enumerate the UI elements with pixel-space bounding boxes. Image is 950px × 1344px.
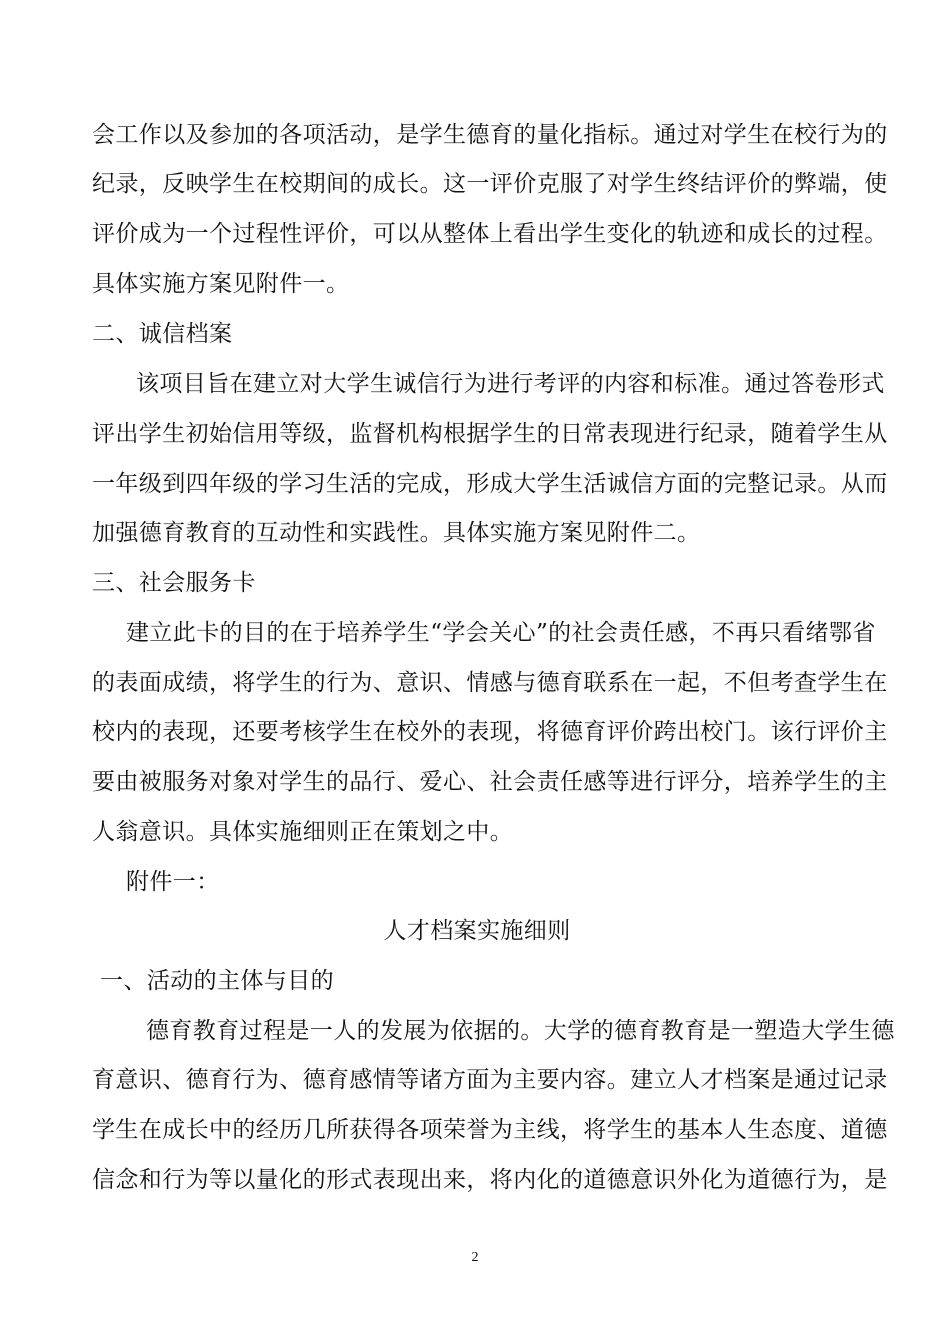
body-text-line: 一年级到四年级的学习生活的完成，形成大学生活诚信方面的完整记录。从而	[92, 471, 888, 497]
section-heading: 二、诚信档案	[92, 321, 233, 347]
body-text-line: 评价成为一个过程性评价，可以从整体上看出学生变化的轨迹和成长的过程。	[92, 221, 888, 247]
body-text-line: 该项目旨在建立对大学生诚信行为进行考评的内容和标准。通过答卷形式	[136, 371, 885, 397]
body-text-line: 校内的表现，还要考核学生在校外的表现，将德育评价跨出校门。该行评价主	[92, 719, 888, 745]
body-text-line: 具体实施方案见附件一。	[92, 271, 350, 297]
body-text-line: 学生在成长中的经历几所获得各项荣誉为主线，将学生的基本人生态度、道德	[92, 1117, 888, 1143]
body-text-line: 德育教育过程是一人的发展为依据的。大学的德育教育是一塑造大学生德	[146, 1018, 895, 1044]
body-text-line: 建立此卡的目的在于培养学生“学会关心”的社会责任感，不再只看绪鄂省	[126, 620, 876, 646]
section-heading: 一、活动的主体与目的	[100, 968, 334, 994]
page-number: 2	[471, 1250, 479, 1265]
body-text-line: 信念和行为等以量化的形式表现出来，将内化的道德意识外化为道德行为，是	[92, 1167, 888, 1193]
body-text-line: 人翁意识。具体实施细则正在策划之中。	[92, 819, 514, 845]
body-text-line: 纪录，反映学生在校期间的成长。这一评价克服了对学生终结评价的弊端，使	[92, 171, 888, 197]
body-text-line: 的表面成绩，将学生的行为、意识、情感与德育联系在一起，不但考查学生在	[92, 670, 888, 696]
appendix-label: 附件一：	[126, 869, 220, 895]
body-text-line: 加强德育教育的互动性和实践性。具体实施方案见附件二。	[92, 520, 701, 546]
body-text-line: 育意识、德育行为、德育感情等诸方面为主要内容。建立人才档案是通过记录	[92, 1067, 888, 1093]
body-text-line: 会工作以及参加的各项活动，是学生德育的量化指标。通过对学生在校行为的	[92, 122, 888, 148]
section-heading: 三、社会服务卡	[92, 570, 256, 596]
body-text-line: 要由被服务对象对学生的品行、爱心、社会责任感等进行评分，培养学生的主	[92, 769, 888, 795]
appendix-title: 人才档案实施细则	[383, 918, 571, 944]
body-text-line: 评出学生初始信用等级，监督机构根据学生的日常表现进行纪录，随着学生从	[92, 421, 888, 447]
